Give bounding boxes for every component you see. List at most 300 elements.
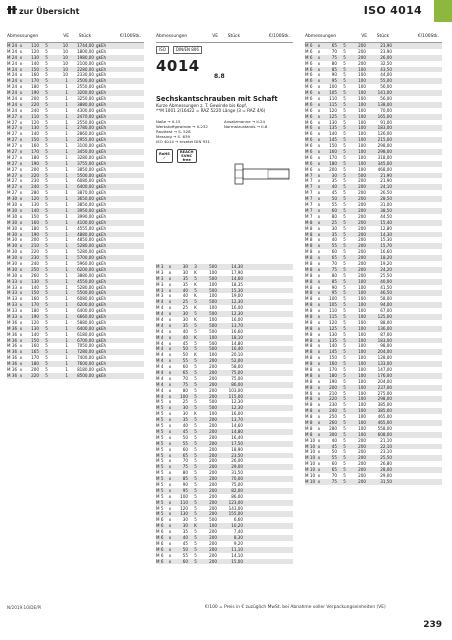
dim-length: 40: [331, 437, 337, 443]
dim-x: x: [317, 48, 321, 54]
cell-pieces: 1: [65, 160, 68, 166]
dim-m: M 8: [305, 284, 313, 290]
cell-unit: gkEh: [96, 160, 107, 166]
dim-x: x: [168, 293, 172, 299]
cell-price: 21,90: [380, 172, 392, 178]
cell-price: 58,00: [231, 364, 243, 370]
cell-price: 31,50: [231, 470, 243, 476]
dim-x: x: [168, 428, 172, 434]
dim-length: 30: [182, 405, 188, 411]
cell-price: 24,10: [380, 184, 392, 190]
dim-x: x: [317, 202, 321, 208]
dim-x: x: [317, 343, 321, 349]
dim-x: x: [168, 340, 172, 346]
cell-pieces: 100: [358, 420, 366, 425]
header-ve: VE: [361, 34, 367, 39]
cell-ve: 5: [45, 207, 48, 213]
cell-price: 465,00: [377, 414, 392, 420]
dim-x: x: [168, 464, 172, 470]
dim-x: x: [19, 272, 23, 278]
dim-x: x: [19, 355, 23, 361]
dim-x: x: [317, 137, 321, 143]
cell-price: 44,00: [380, 72, 392, 78]
dim-length: 60: [331, 207, 337, 213]
dim-x: x: [168, 446, 172, 452]
cell-ve: 5: [45, 249, 48, 255]
dim-m: M 24: [7, 96, 17, 102]
spec-link[interactable]: Rauttest → S. 528: [156, 128, 191, 134]
cell-pieces: 1: [65, 143, 68, 149]
column-header: [156, 32, 293, 43]
cell-price: 7,40: [233, 529, 243, 535]
dim-x: x: [317, 72, 321, 78]
cell-ve: 5: [194, 505, 197, 511]
cell-pieces: 100: [358, 101, 366, 107]
cell-price: 608,00: [377, 431, 392, 437]
dim-m: M 30: [7, 213, 17, 219]
cell-price: 20,10: [231, 352, 243, 358]
dim-length: 300: [329, 431, 337, 437]
cell-pieces: 100: [358, 349, 366, 355]
spec-link[interactable]: Normalzustands → II-6: [224, 123, 268, 129]
dim-m: M 4: [156, 364, 164, 370]
dim-m: M 5: [156, 399, 164, 405]
dim-x: x: [19, 278, 23, 284]
cell-pieces: 200: [209, 487, 217, 493]
cell-ve: 5: [343, 60, 346, 66]
dim-length: 135: [329, 337, 337, 343]
cell-pieces: 1: [65, 302, 68, 308]
cell-ve: 5: [45, 96, 48, 102]
cell-pieces: 100: [358, 66, 366, 72]
dim-m: M 8: [305, 337, 313, 343]
dim-x: x: [317, 190, 321, 196]
dim-m: M 24: [7, 60, 17, 66]
cell-price: 8500,00: [77, 372, 94, 378]
dim-length: 50: [182, 352, 188, 358]
dim-x: x: [317, 414, 321, 420]
spec-list: [156, 119, 293, 144]
cell-ve: 5: [343, 196, 346, 202]
dim-length: 110: [180, 499, 188, 505]
cell-unit: gkEh: [96, 331, 107, 337]
dim-m: M 4: [156, 370, 164, 376]
dim-length: 45: [331, 443, 337, 449]
cell-pieces: 100: [358, 366, 366, 372]
dim-m: M 24: [7, 84, 17, 90]
cell-unit: gkEh: [96, 172, 107, 178]
dim-length: 120: [31, 319, 39, 325]
cell-price: 4850,00: [77, 237, 94, 243]
dim-x: x: [19, 125, 23, 131]
dim-m: M 5: [156, 411, 164, 417]
dim-m: M 30: [7, 231, 17, 237]
dim-m: M 8: [305, 272, 313, 278]
dim-x: x: [168, 299, 172, 305]
dim-length: 130: [31, 325, 39, 331]
cell-ve: 5: [194, 511, 197, 517]
header-dimensions: Abmessungen: [156, 34, 188, 39]
cell-ve: 5: [194, 375, 197, 381]
cell-ve: 5: [343, 331, 346, 337]
dim-m: M 27: [7, 178, 17, 184]
dim-m: M 33: [7, 313, 17, 319]
cell-ve: 5: [45, 90, 48, 96]
cell-unit: gkEh: [96, 219, 107, 225]
dim-length: 105: [329, 90, 337, 96]
dim-m: M 30: [7, 207, 17, 213]
cell-price: 237,00: [377, 384, 392, 390]
dim-m: M 8: [305, 290, 313, 296]
cell-ve: 5: [45, 260, 48, 266]
cell-price: 52,00: [231, 358, 243, 364]
dim-m: M 5: [156, 511, 164, 517]
cell-price: 3100,00: [77, 143, 94, 149]
cell-ve: 5: [343, 355, 346, 361]
dim-length: 50: [331, 449, 337, 455]
cell-pieces: 100: [358, 331, 366, 337]
strength-class: 8.8: [214, 73, 225, 80]
dim-m: M 8: [305, 319, 313, 325]
dim-length: 110: [329, 308, 337, 314]
cell-pieces: 100: [209, 523, 217, 529]
cell-pieces: 1: [65, 355, 68, 361]
cell-pieces: 100: [358, 390, 366, 396]
cell-pieces: 10: [62, 54, 68, 60]
cell-pieces: 100: [209, 281, 217, 287]
dim-length: 40: [182, 287, 188, 293]
dim-x: x: [168, 269, 172, 275]
dim-length: 150: [31, 213, 39, 219]
dim-x: x: [168, 364, 172, 370]
dim-m: M 10: [305, 443, 315, 449]
dim-m: M 6: [305, 54, 313, 60]
dim-x: x: [317, 43, 321, 48]
cell-price: 318,00: [377, 154, 392, 160]
spec-link[interactable]: Ansatzmanne → II-24: [224, 118, 265, 124]
cell-price: 6200,00: [77, 302, 94, 308]
cell-price: 26,80: [380, 461, 392, 467]
dim-m: M 8: [305, 384, 313, 390]
cell-price: 21,10: [380, 437, 392, 443]
dim-x: x: [317, 84, 321, 90]
dim-m: M 5: [156, 452, 164, 458]
cell-pieces: 100: [358, 137, 366, 143]
dim-x: x: [317, 278, 321, 284]
dim-m: M 6: [305, 43, 313, 48]
dim-length: 90: [331, 72, 337, 78]
dim-length: 90: [331, 284, 337, 290]
dim-x: x: [317, 384, 321, 390]
cell-ve: 5: [45, 266, 48, 272]
spec-link[interactable]: ISO 4014 → ersetzt DIN 931: [156, 138, 211, 144]
header-pieces: Stück: [227, 34, 240, 39]
dim-x: x: [19, 319, 23, 325]
dim-x: x: [317, 90, 321, 96]
cell-price: 18,35: [231, 281, 243, 287]
dim-m: M 4: [156, 322, 164, 328]
cell-price: 29,00: [380, 473, 392, 479]
dim-x: x: [317, 54, 321, 60]
dim-m: M 4: [156, 346, 164, 352]
dim-x: x: [317, 331, 321, 337]
dim-length: 85: [182, 476, 188, 482]
dim-x: x: [168, 393, 172, 399]
cell-unit: gkEh: [96, 190, 107, 196]
dim-length: 35: [182, 322, 188, 328]
cell-ve: 5: [45, 213, 48, 219]
cell-pieces: 1: [65, 96, 68, 102]
cell-ve: 5: [343, 260, 346, 266]
dim-m: M 33: [7, 302, 17, 308]
dim-x: x: [19, 184, 23, 190]
cell-price: 6200,00: [77, 266, 94, 272]
dim-x: x: [317, 478, 321, 484]
dim-x: x: [317, 260, 321, 266]
cell-unit: gkEh: [96, 308, 107, 314]
cell-pieces: 1: [65, 184, 68, 190]
cell-ve: 5: [343, 219, 346, 225]
cell-pieces: 100: [358, 278, 366, 284]
cell-unit: gkEh: [96, 96, 107, 102]
dim-length: 130: [31, 125, 39, 131]
dim-x: x: [317, 225, 321, 231]
dim-x: x: [168, 440, 172, 446]
dim-length: 240: [329, 408, 337, 414]
spec-link[interactable]: Messing → S. 639: [156, 133, 190, 139]
cell-ve: 5: [343, 425, 346, 431]
cell-ve: 5: [45, 54, 48, 60]
dim-m: M 7: [305, 213, 313, 219]
cell-price: 18,10: [231, 334, 243, 340]
cell-pieces: 100: [358, 166, 366, 172]
cell-price: 143,00: [228, 505, 243, 511]
cell-price: 56,00: [380, 84, 392, 90]
cell-price: 126,00: [377, 131, 392, 137]
dim-length: 200: [31, 366, 39, 372]
dim-x: x: [19, 219, 23, 225]
cell-pieces: 200: [358, 219, 366, 225]
cell-price: 16,60: [380, 249, 392, 255]
dim-m: M 5: [156, 428, 164, 434]
cell-pieces: 1: [65, 337, 68, 343]
cell-ve: 5: [194, 322, 197, 328]
dim-length: 230: [31, 178, 39, 184]
cell-pieces: 500: [209, 287, 217, 293]
dim-m: M 8: [305, 231, 313, 237]
cell-ve: 5: [343, 302, 346, 308]
dim-length: 70: [182, 458, 188, 464]
dim-x: x: [317, 378, 321, 384]
dim-length: 35: [182, 529, 188, 535]
cell-price: 91,00: [380, 119, 392, 125]
dim-length: 40: [182, 328, 188, 334]
dim-m: M 8: [305, 390, 313, 396]
dim-m: M 27: [7, 160, 17, 166]
cell-pieces: 500: [209, 322, 217, 328]
cell-pieces: 100: [358, 425, 366, 431]
dim-m: M 10: [305, 467, 315, 473]
cell-pieces: 500: [209, 405, 217, 411]
dim-m: M 4: [156, 387, 164, 393]
cell-price: 3990,00: [77, 213, 94, 219]
cell-pieces: 100: [358, 402, 366, 408]
cell-pieces: 1: [65, 325, 68, 331]
dim-m: M 6: [305, 60, 313, 66]
dim-x: x: [317, 372, 321, 378]
cell-pieces: 200: [209, 417, 217, 423]
rohs-badge: [156, 149, 173, 163]
dim-length: 30: [182, 269, 188, 275]
dim-x: x: [317, 313, 321, 319]
cell-pieces: 10: [62, 43, 68, 48]
cell-ve: 5: [45, 349, 48, 355]
product-name: Sechskantschrauben mit Schaft: [156, 95, 278, 103]
dim-m: M 4: [156, 311, 164, 317]
cell-ve: 5: [45, 272, 48, 278]
cell-ve: 5: [194, 423, 197, 429]
cell-price: 44,50: [380, 213, 392, 219]
cell-ve: 5: [343, 184, 346, 190]
cell-unit: gkEh: [96, 113, 107, 119]
dim-m: M 6: [305, 48, 313, 54]
dim-m: M 30: [7, 219, 17, 225]
product-info: [156, 46, 293, 264]
dim-length: 190: [329, 378, 337, 384]
dim-m: M 5: [156, 481, 164, 487]
cell-ve: 5: [343, 272, 346, 278]
cell-pieces: 200: [358, 225, 366, 231]
dim-length: 45: [182, 540, 188, 546]
dim-x: x: [168, 399, 172, 405]
dim-m: M 30: [7, 243, 17, 249]
dim-x: x: [19, 43, 23, 48]
dim-length: 130: [31, 54, 39, 60]
header-price: €/100Stk.: [417, 34, 439, 39]
dim-length: 200: [31, 237, 39, 243]
cell-ve: 5: [45, 196, 48, 202]
cell-ve: 5: [343, 290, 346, 296]
dim-x: x: [317, 355, 321, 361]
cell-pieces: 100: [358, 408, 366, 414]
cell-price: 298,00: [377, 149, 392, 155]
cell-price: 8180,00: [77, 366, 94, 372]
dim-m: M 4: [156, 381, 164, 387]
dim-m: M 36: [7, 319, 17, 325]
cell-pieces: 100: [358, 355, 366, 361]
cell-ve: 5: [194, 328, 197, 334]
cell-ve: 5: [343, 72, 346, 78]
cell-unit: gkEh: [96, 260, 107, 266]
spec-link[interactable]: Naße → II-15: [156, 118, 181, 124]
dim-x: x: [19, 72, 23, 78]
cell-price: 3950,00: [77, 207, 94, 213]
cell-pieces: 1: [65, 84, 68, 90]
dim-length: 65: [182, 370, 188, 376]
dim-m: M 4: [156, 358, 164, 364]
dim-length: 145: [329, 137, 337, 143]
cell-ve: 5: [45, 125, 48, 131]
cell-price: 6400,00: [77, 308, 94, 314]
cell-price: 24,20: [380, 266, 392, 272]
cell-pieces: 200: [209, 511, 217, 517]
dim-m: M 33: [7, 278, 17, 284]
cell-unit: gkEh: [96, 296, 107, 302]
cell-ve: 5: [45, 84, 48, 90]
cell-pieces: 200: [209, 446, 217, 452]
dim-x: x: [317, 349, 321, 355]
cell-price: 94,00: [380, 302, 392, 308]
cell-unit: gkEh: [96, 90, 107, 96]
dim-x: x: [317, 449, 321, 455]
cell-price: 3880,00: [77, 101, 94, 107]
dim-length: 150: [329, 355, 337, 361]
cell-unit: gkEh: [96, 290, 107, 296]
cell-pieces: 1: [65, 137, 68, 143]
cell-price: 298,00: [377, 396, 392, 402]
dim-m: M 10: [305, 461, 315, 467]
dim-x: x: [317, 437, 321, 443]
cell-price: 87,00: [380, 331, 392, 337]
dim-length: 140: [31, 207, 39, 213]
dim-length: 80: [331, 60, 337, 66]
cell-price: 15,00: [231, 558, 243, 564]
cell-price: 385,00: [377, 408, 392, 414]
dim-x: x: [317, 213, 321, 219]
dim-m: M 3: [156, 293, 164, 299]
chapter-tab[interactable]: [434, 0, 452, 22]
cell-ve: 5: [45, 48, 48, 54]
cell-ve: 5: [343, 96, 346, 102]
cell-pieces: 100: [358, 107, 366, 113]
back-to-overview-link[interactable]: [7, 5, 79, 17]
cell-price: 4550,00: [77, 278, 94, 284]
dim-length: 50: [331, 196, 337, 202]
dim-length: 210: [329, 390, 337, 396]
cell-pieces: 1: [65, 101, 68, 107]
cell-unit: gkEh: [96, 43, 107, 48]
cell-pieces: 200: [358, 449, 366, 455]
cell-price: 13,70: [231, 322, 243, 328]
header-price: €/100Stk.: [119, 34, 141, 39]
dim-length: 140: [31, 284, 39, 290]
cell-price: 2550,00: [77, 84, 94, 90]
cell-unit: gkEh: [96, 60, 107, 66]
dim-length: 190: [31, 313, 39, 319]
dim-x: x: [317, 408, 321, 414]
dim-m: M 36: [7, 331, 17, 337]
dim-x: x: [168, 370, 172, 376]
dim-length: 180: [31, 308, 39, 314]
cell-price: 40,00: [380, 278, 392, 284]
cell-pieces: 1: [65, 207, 68, 213]
dim-m: M 33: [7, 308, 17, 314]
dim-length: 70: [331, 260, 337, 266]
cell-pieces: 200: [358, 260, 366, 266]
cell-price: 1744,00: [77, 43, 94, 48]
spec-link[interactable]: Werkstoffgewinde → II-232: [156, 123, 208, 129]
cell-ve: 5: [343, 249, 346, 255]
dim-m: M 6: [305, 143, 313, 149]
dim-x: x: [168, 434, 172, 440]
cell-ve: 5: [45, 107, 48, 113]
cell-price: 86,00: [231, 493, 243, 499]
cell-price: 5500,00: [77, 172, 94, 178]
cell-price: 6,60: [233, 517, 243, 523]
dim-m: M 8: [305, 302, 313, 308]
cell-pieces: 200: [209, 440, 217, 446]
dim-m: M 8: [305, 308, 313, 314]
